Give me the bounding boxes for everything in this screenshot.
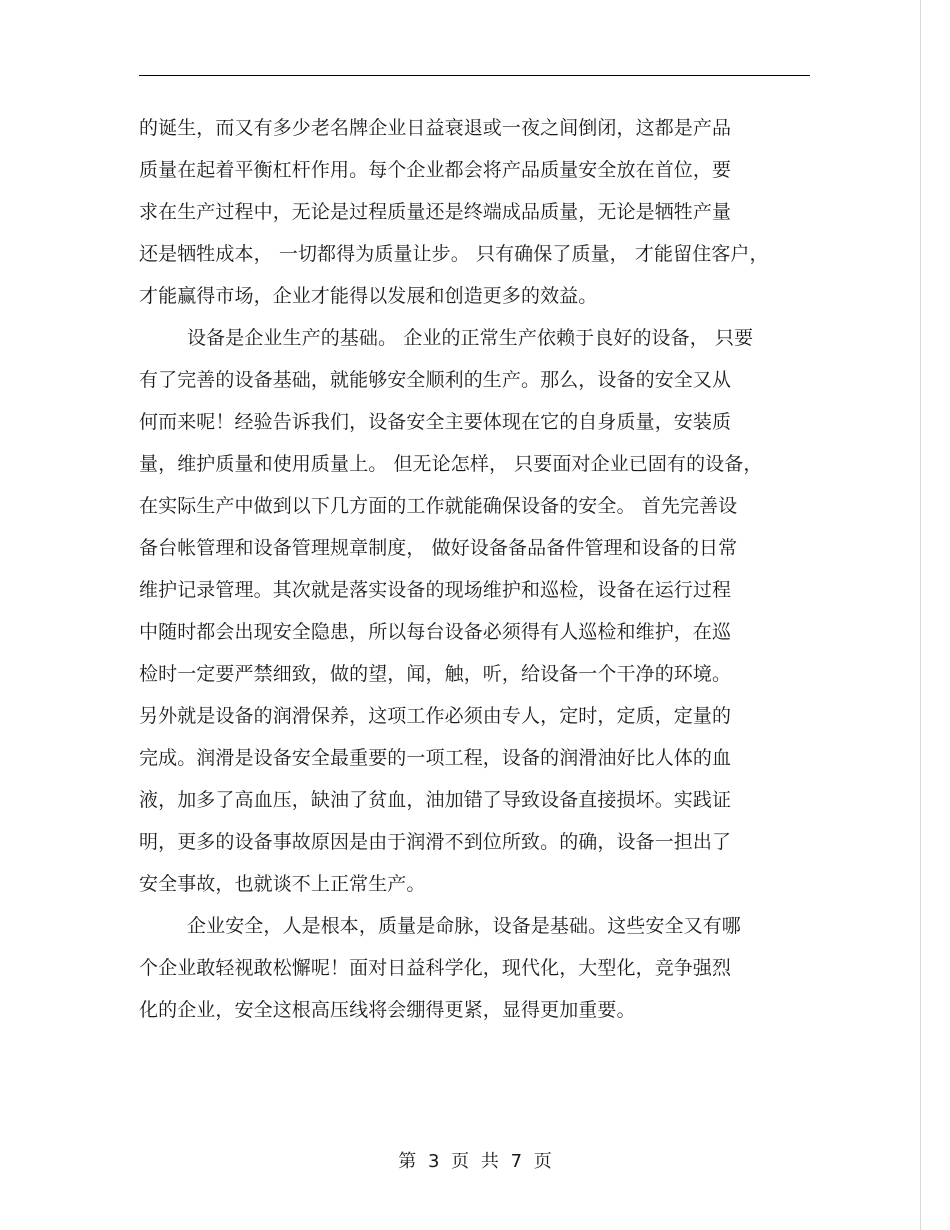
- text-line: 另外就是设备的润滑保养，这项工作必须由专人，定时，定质，定量的: [139, 705, 732, 727]
- text-line: 的诞生，而又有多少老名牌企业日益衰退或一夜之间倒闭，这都是产品: [139, 117, 732, 139]
- text-line: 求在生产过程中，无论是过程质量还是终端成品质量，无论是牺牲产量: [139, 201, 732, 223]
- text-line: 有了完善的设备基础，就能够安全顺利的生产。那么，设备的安全又从: [139, 369, 732, 391]
- text-line: 化的企业，安全这根高压线将会绷得更紧，显得更加重要。: [139, 999, 636, 1021]
- text-line: 液，加多了高血压，缺油了贫血，油加错了导致设备直接损坏。实践证: [139, 789, 732, 811]
- text-line: 安全事故，也就谈不上正常生产。: [139, 873, 426, 895]
- text-line: 还是牺牲成本， 一切都得为质量让步。 只有确保了质量， 才能留住客户，: [139, 243, 769, 265]
- text-line: 才能赢得市场，企业才能得以发展和创造更多的效益。: [139, 285, 598, 307]
- text-line: 在实际生产中做到以下几方面的工作就能确保设备的安全。 首先完善设: [139, 495, 738, 517]
- text-line: 中随时都会出现安全隐患，所以每台设备必须得有人巡检和维护，在巡: [139, 621, 732, 643]
- page-edge-divider: [920, 0, 921, 1230]
- text-line: 明，更多的设备事故原因是由于润滑不到位所致。的确，设备一担出了: [139, 831, 732, 853]
- page-number-footer: 第 3 页 共 7 页: [398, 1151, 552, 1172]
- text-line: 设备是企业生产的基础。 企业的正常生产依赖于良好的设备， 只要: [187, 327, 754, 349]
- text-line: 企业安全，人是根本，质量是命脉，设备是基础。这些安全又有哪: [187, 915, 741, 937]
- text-line: 检时一定要严禁细致，做的望，闻，触，听，给设备一个干净的环境。: [139, 663, 732, 685]
- document-body: [139, 107, 811, 1031]
- text-line: 何而来呢！经验告诉我们，设备安全主要体现在它的自身质量，安装质: [139, 411, 732, 433]
- text-line: 质量在起着平衡杠杆作用。每个企业都会将产品质量安全放在首位，要: [139, 159, 732, 181]
- text-line: 完成。润滑是设备安全最重要的一项工程，设备的润滑油好比人体的血: [139, 747, 732, 769]
- header-rule: [139, 75, 810, 76]
- text-line: 维护记录管理。其次就是落实设备的现场维护和巡检，设备在运行过程: [139, 579, 732, 601]
- text-line: 量，维护质量和使用质量上。 但无论怎样， 只要面对企业已固有的设备，: [139, 453, 763, 475]
- text-line: 备台帐管理和设备管理规章制度， 做好设备备品备件管理和设备的日常: [139, 537, 738, 559]
- text-line: 个企业敢轻视敢松懈呢！面对日益科学化，现代化，大型化，竞争强烈: [139, 957, 732, 979]
